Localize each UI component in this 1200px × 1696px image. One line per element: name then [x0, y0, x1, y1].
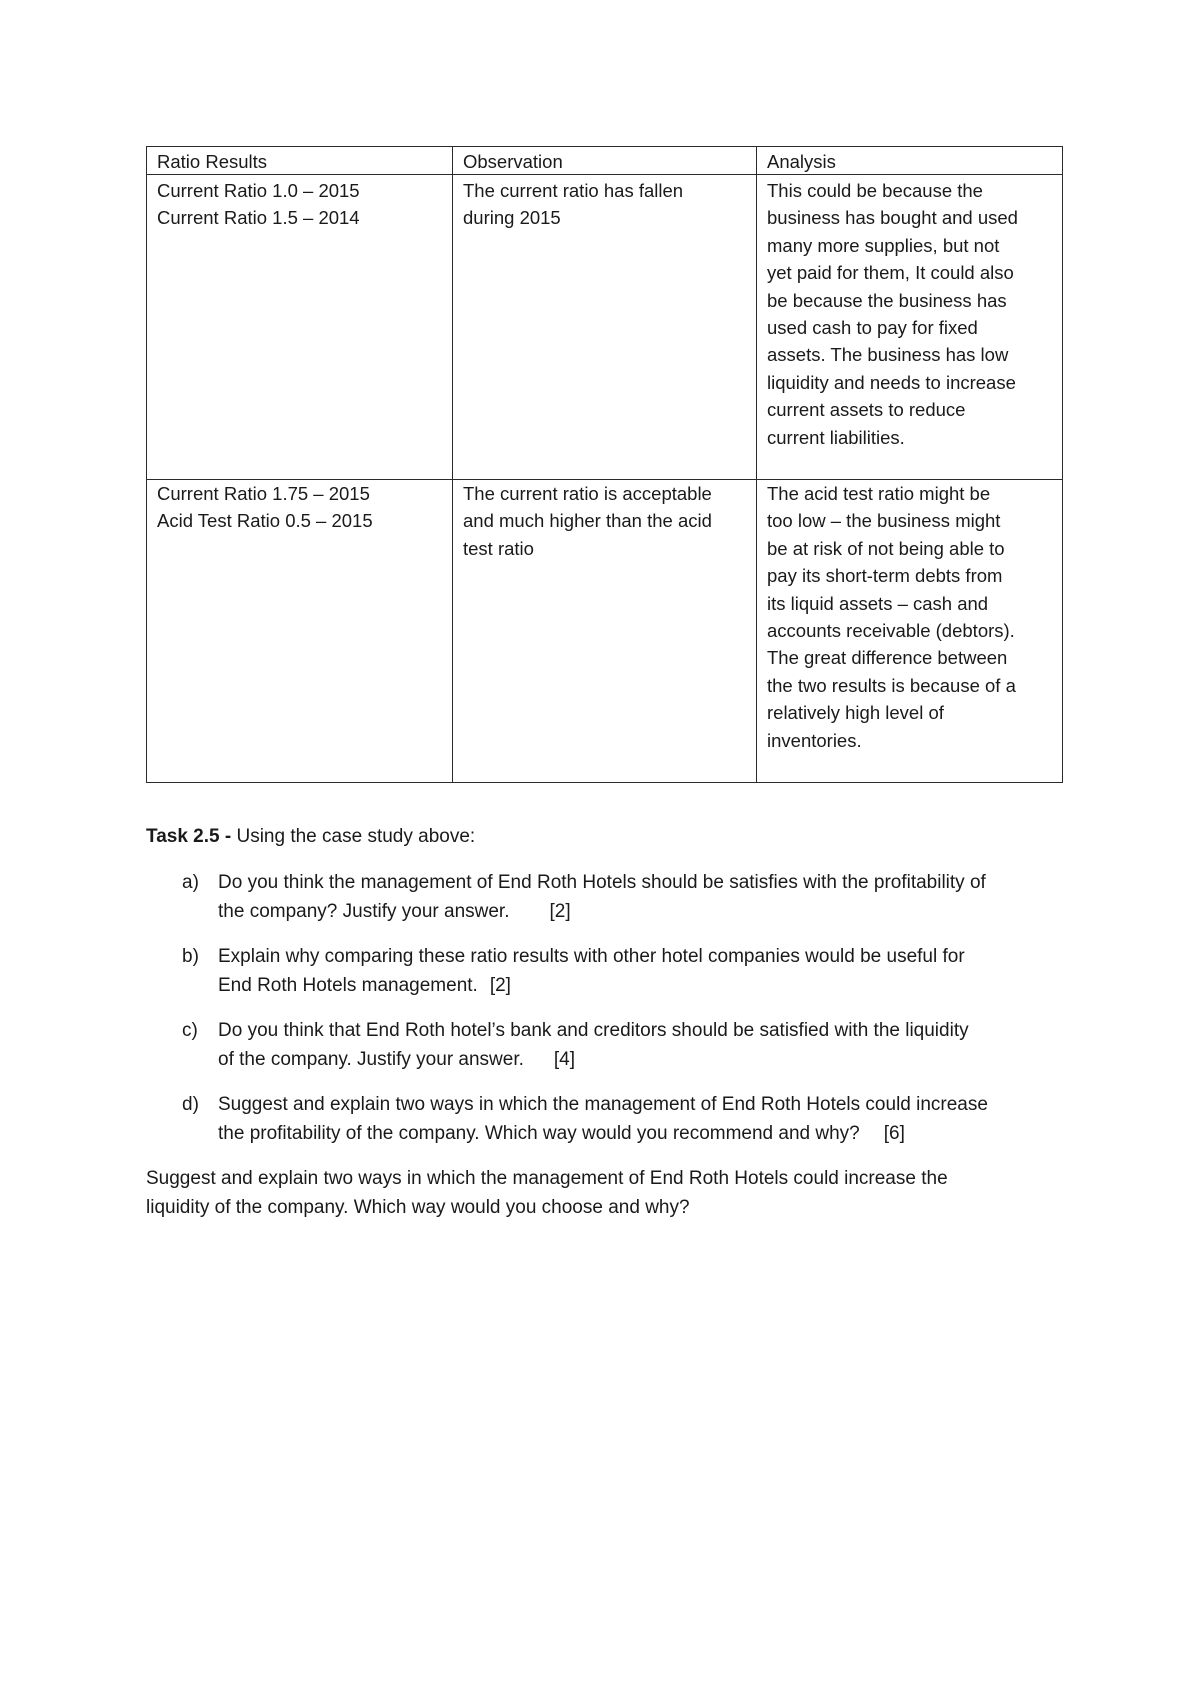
question-line: End Roth Hotels management.	[218, 975, 478, 996]
question-line-with-mark	[218, 971, 1076, 1000]
ratio-analysis-table	[146, 146, 1063, 783]
cell-ratio-results	[147, 175, 453, 480]
cell-line: during 2015	[463, 207, 561, 229]
table-row	[147, 480, 1063, 783]
cell-line: the two results is because of a	[767, 674, 1016, 696]
cell-line: accounts receivable (debtors).	[767, 620, 1015, 642]
cell-line: The great difference between	[767, 647, 1008, 669]
cell-line: yet paid for them, It could also	[767, 262, 1014, 284]
closing-line: liquidity of the company. Which way would you choose and why?	[146, 1197, 690, 1218]
question-marks: [2]	[549, 901, 571, 922]
question-letter: b)	[182, 946, 199, 967]
task-heading	[146, 822, 1076, 852]
question-letter: a)	[182, 872, 199, 893]
cell-line: current assets to reduce	[767, 399, 966, 421]
question-line-with-mark	[218, 1119, 1076, 1148]
table-header-row	[147, 147, 1063, 175]
cell-line: inventories.	[767, 729, 862, 751]
cell-analysis	[757, 480, 1063, 783]
question-c	[146, 1016, 1076, 1074]
question-marks: [4]	[553, 1049, 576, 1070]
cell-line: used cash to pay for fixed	[767, 317, 978, 339]
question-line: Do you think the management of End Roth Hotels should be satisfies with the profitability of	[218, 872, 986, 893]
question-line-with-mark	[218, 1045, 1076, 1074]
question-line: of the company. Justify your answer.	[218, 1049, 524, 1070]
closing-line: Suggest and explain two ways in which the management of End Roth Hotels could increase the	[146, 1168, 948, 1189]
question-marks: [2]	[489, 975, 511, 996]
cell-analysis	[757, 175, 1063, 480]
cell-line: The current ratio has fallen	[463, 180, 684, 201]
question-line: Do you think that End Roth hotel’s bank and creditors should be satisfied with the liquidity	[218, 1020, 969, 1041]
question-d	[146, 1090, 1076, 1148]
question-b	[146, 942, 1076, 1000]
cell-line: and much higher than the acid	[463, 510, 712, 532]
task-heading-text: Using the case study above:	[231, 826, 476, 847]
cell-line: business has bought and used	[767, 207, 1018, 229]
header-ratio-results: Ratio Results	[147, 147, 453, 175]
cell-line: pay its short-term debts from	[767, 565, 1003, 587]
question-line: Explain why comparing these ratio results with other hotel companies would be useful for	[218, 946, 965, 967]
cell-observation	[453, 175, 757, 480]
cell-line: This could be because the	[767, 180, 983, 201]
cell-observation	[453, 480, 757, 783]
cell-line: be because the business has	[767, 289, 1007, 311]
question-letter: d)	[182, 1094, 199, 1115]
cell-line: The current ratio is acceptable	[463, 483, 712, 504]
question-line: Suggest and explain two ways in which the management of End Roth Hotels could increase	[218, 1094, 988, 1115]
table-row	[147, 175, 1063, 480]
cell-line: assets. The business has low	[767, 344, 1009, 366]
task-section	[146, 822, 1076, 1222]
cell-line: Current Ratio 1.75 – 2015	[157, 483, 370, 504]
cell-line: current liabilities.	[767, 426, 905, 448]
task-heading-number: Task 2.5 -	[146, 826, 232, 847]
cell-line: its liquid assets – cash and	[767, 592, 989, 614]
closing-question	[146, 1164, 1076, 1222]
header-analysis: Analysis	[757, 147, 1063, 175]
cell-line: test ratio	[463, 537, 534, 559]
cell-line: liquidity and needs to increase	[767, 371, 1016, 393]
question-letter: c)	[182, 1020, 198, 1041]
question-line-with-mark	[218, 897, 1076, 926]
question-line: the company? Justify your answer.	[218, 901, 510, 922]
cell-line: The acid test ratio might be	[767, 483, 991, 504]
cell-line: relatively high level of	[767, 702, 944, 724]
question-a	[146, 868, 1076, 926]
cell-line: Acid Test Ratio 0.5 – 2015	[157, 510, 373, 532]
cell-ratio-results	[147, 480, 453, 783]
question-marks: [6]	[883, 1123, 905, 1144]
cell-line: many more supplies, but not	[767, 234, 1000, 256]
cell-line: Current Ratio 1.5 – 2014	[157, 207, 360, 229]
cell-line: too low – the business might	[767, 510, 1001, 532]
header-observation: Observation	[453, 147, 757, 175]
question-line: the profitability of the company. Which way would you recommend and why?	[218, 1123, 860, 1144]
cell-line: Current Ratio 1.0 – 2015	[157, 180, 360, 201]
cell-line: be at risk of not being able to	[767, 537, 1005, 559]
